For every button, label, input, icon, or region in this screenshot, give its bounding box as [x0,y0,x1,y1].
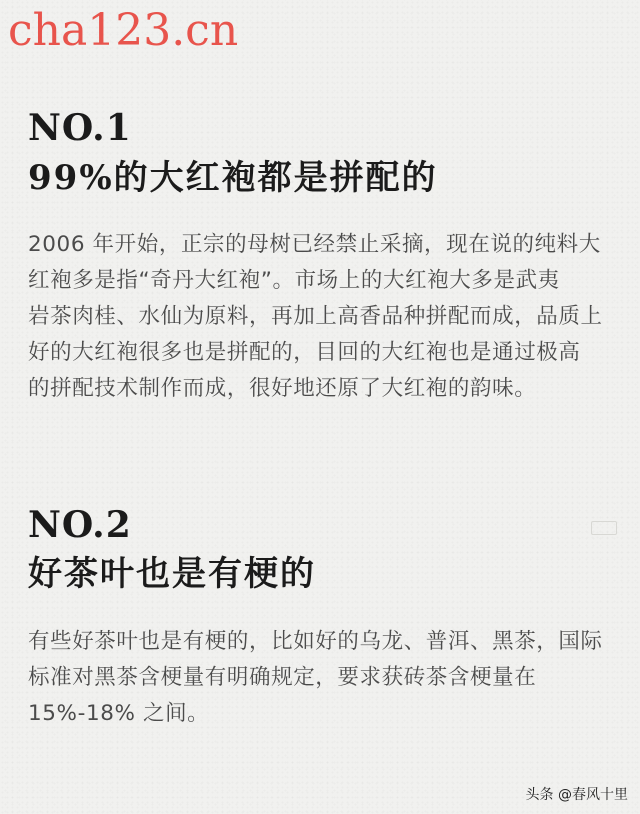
section-2-body [28,624,632,732]
section-1-line: 岩茶肉桂、水仙为原料，再加上高香品种拼配而成，品质上 [28,304,603,329]
footer-attribution: 头条 @春风十里 [525,787,628,803]
section-1-line: 2006 年开始，正宗的母树已经禁止采摘，现在说的纯料大 [28,232,601,257]
small-stamp-mark [591,521,617,535]
section-1-body [28,227,632,407]
section-1-number: NO.1 [28,107,132,149]
watermark-text: cha123.cn [8,5,239,56]
section-2-line: 有些好茶叶也是有梗的，比如好的乌龙、普洱、黑茶，国际 [28,629,603,654]
section-2-line: 标准对黑茶含梗量有明确规定，要求获砖茶含梗量在 [28,665,537,690]
section-1-title: 99%的大红袍都是拼配的 [28,158,438,198]
section-1-line: 红袍多是指“奇丹大红袍”。市场上的大红袍大多是武夷 [28,268,560,293]
section-1-line: 好的大红袍很多也是拼配的，目回的大红袍也是通过极高 [28,340,581,365]
section-2-title: 好茶叶也是有梗的 [28,554,316,594]
section-2-number: NO.2 [28,504,132,546]
section-1-line: 的拼配技术制作而成，很好地还原了大红袍的韵味。 [28,376,537,401]
section-2-line: 15%-18% 之间。 [28,701,210,726]
